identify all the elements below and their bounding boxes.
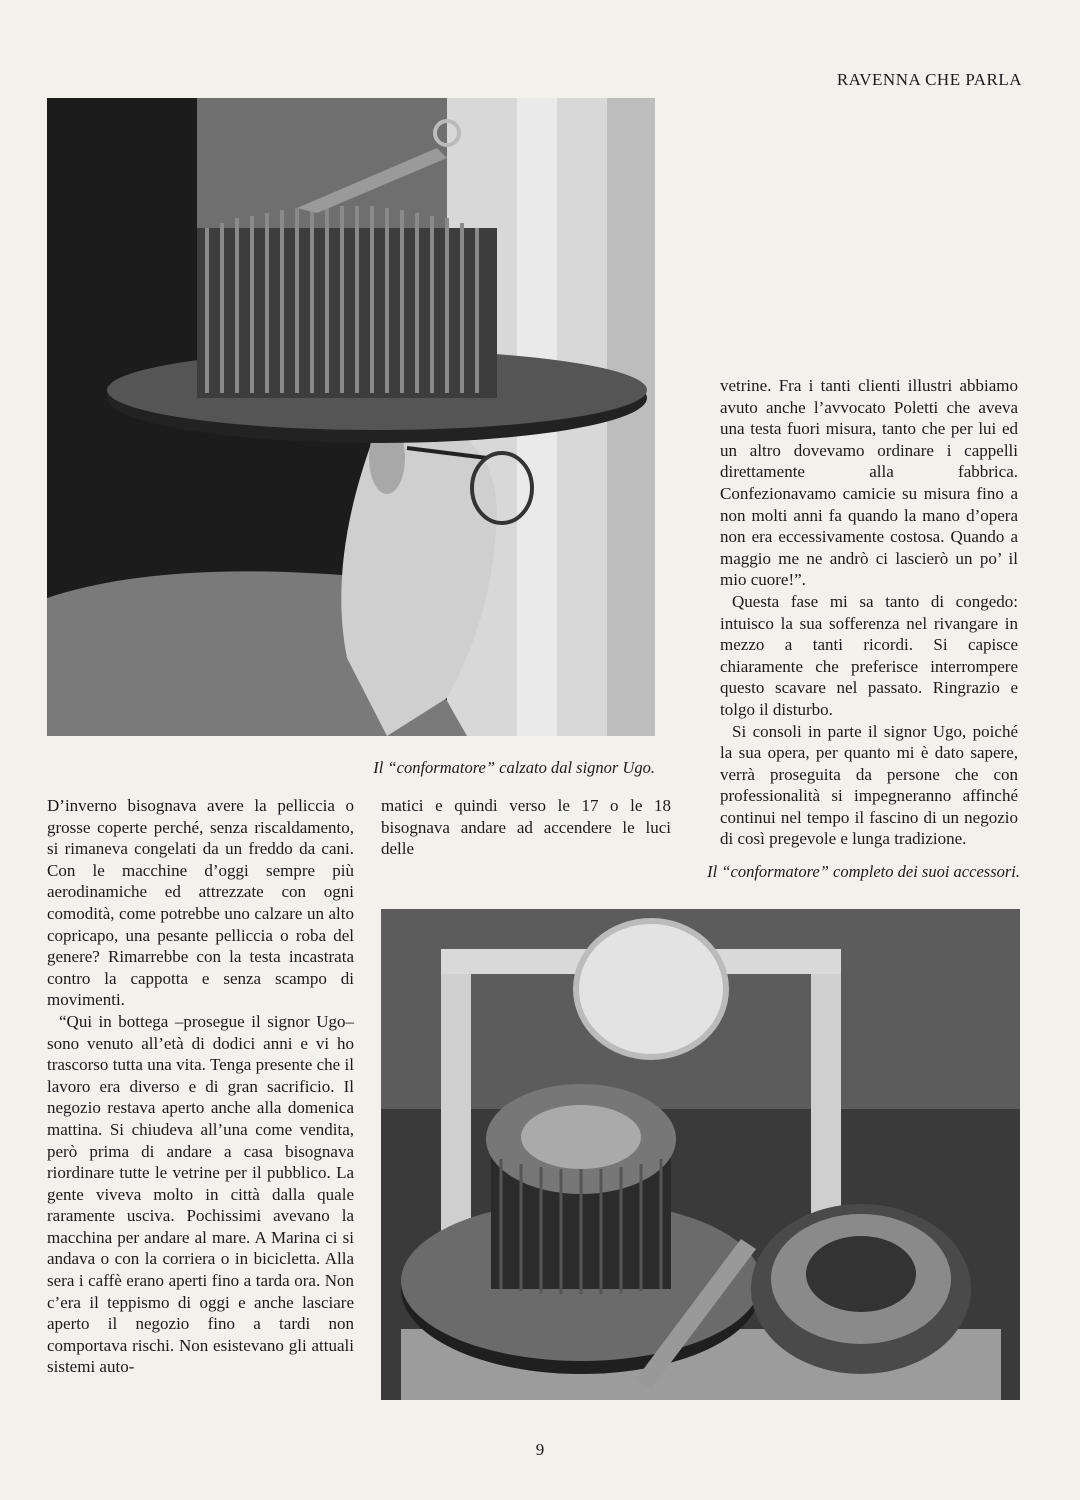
paragraph: Questa fase mi sa tanto di congedo: intuisco la sua sofferenza nel rivangare in mezzo a tanti ricordi. Si capisce chiaramente che preferisce interrompere questo scavare nel passato. Ringrazio e tolgo il disturbo.	[720, 591, 1018, 719]
running-header: RAVENNA CHE PARLA	[836, 70, 1022, 89]
photo2-caption: Il “conformatore” completo dei suoi accessori.	[707, 862, 1020, 881]
photo2-image	[381, 909, 1020, 1400]
paragraph: vetrine. Fra i tanti clienti illustri abbiamo avuto anche l’avvocato Poletti che aveva una testa fuori misura, tanto che per lui ed un altro dovevamo ordinare i cappelli direttamente alla fabbrica. Confezionavamo camicie su misura fino a non molti anni fa quando la mano d’opera non era eccessivamente costosa. Quando a maggio me ne andrò ci lascierò un po’ il mio cuore!”.	[720, 376, 1018, 590]
paragraph: Si consoli in parte il signor Ugo, poiché la sua opera, per quanto mi è dato sapere, verrà proseguita da persone che con professionalità si impegneranno affinché continui nel tempo il fascino di un negozio di così pregevole e lunga tradizione.	[720, 721, 1018, 849]
text-column-1	[47, 795, 354, 1378]
photo-man-with-conformatore	[47, 98, 655, 736]
photo-conformatore-accessories	[381, 909, 1020, 1400]
text-column-2	[381, 795, 671, 860]
paragraph: “Qui in bottega –prosegue il signor Ugo– sono venuto all’età di dodici anni e vi ho trascorso tutta una vita. Tenga presente che il lavoro era diverso e di gran sacrificio. Il negozio restava aperto anche alla domenica mattina. Si chiudeva all’una come vendita, però prima di andare a casa bisognava riordinare tutte le vetrine per il pubblico. La gente viveva molto in città dalla quale raramente usciva. Pochissimi avevano la macchina per andare al mare. A Marina ci si andava o con la corriera o in bicicletta. Alla sera i caffè erano aperti fino a tarda ora. Non c’era il teppismo di oggi e anche lasciare aperto il negozio fino a tardi non comportava rischi. Non esistevano gli attuali sistemi auto-	[47, 1011, 354, 1377]
photo1-image	[47, 98, 655, 736]
text-column-3	[720, 375, 1018, 850]
paragraph: D’inverno bisognava avere la pelliccia o grosse coperte perché, senza riscaldamento, si rimaneva congelati da un freddo da cani. Con le macchine d’oggi sempre più aerodinamiche ed attrezzate con ogni comodità, come potrebbe uno calzare un alto copricapo, una pesante pelliccia o roba del genere? Rimarrebbe con la testa incastrata contro la cappotta e senza scampo di movimenti.	[47, 796, 354, 1010]
page-number: 9	[535, 1440, 545, 1459]
photo1-caption: Il “conformatore” calzato dal signor Ugo.	[373, 758, 655, 777]
paragraph: matici e quindi verso le 17 o le 18 bisognava andare ad accendere le luci delle	[381, 796, 671, 859]
